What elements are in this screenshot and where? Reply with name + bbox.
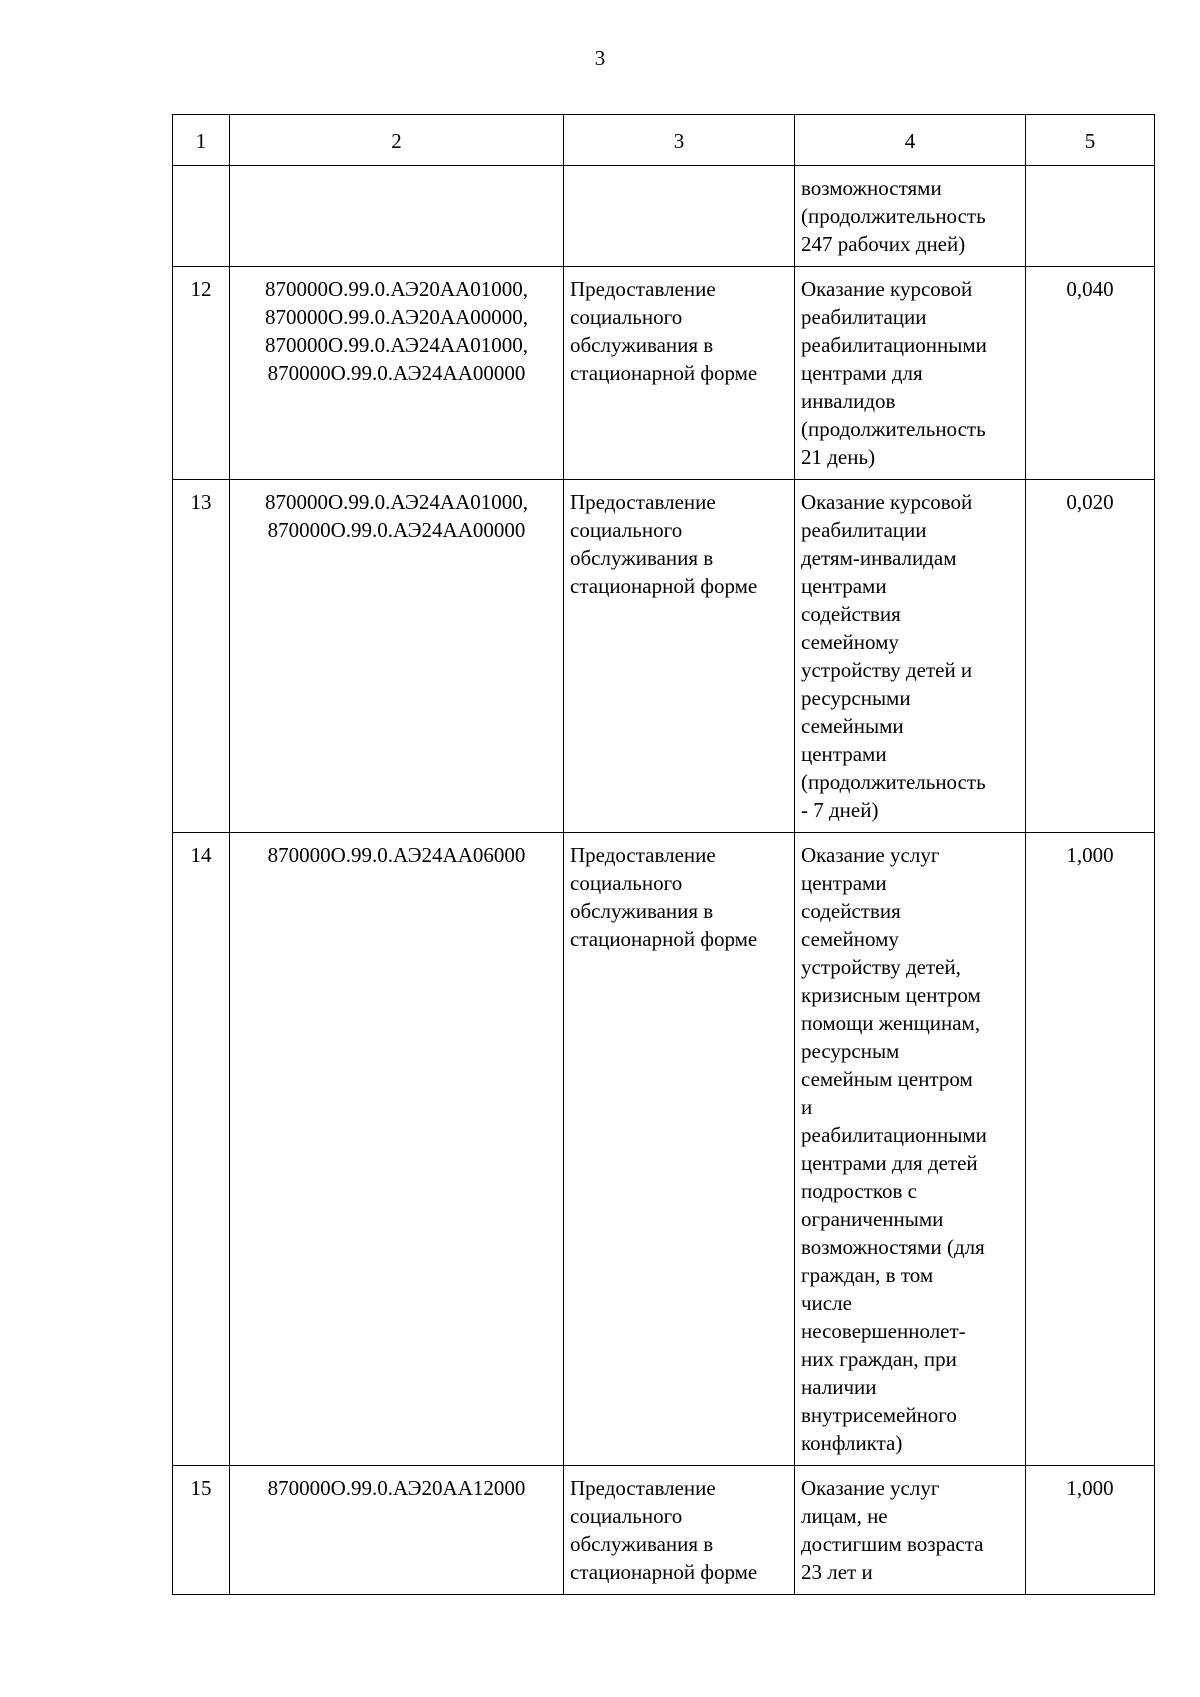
service-line: Предоставление [570,490,716,514]
row-number: 12 [173,267,230,480]
row-codes [230,833,564,1466]
description-line: лицам, не [801,1504,888,1528]
code-line: 870000О.99.0.АЭ24АА01000, [264,333,528,357]
row-number: 15 [173,1466,230,1595]
description-line: реабилитации [801,518,927,542]
description-line: центрами для детей [801,1151,978,1175]
description-line: подростков с [801,1179,917,1203]
service-line: Предоставление [570,277,716,301]
row-description [795,480,1026,833]
continuation-codes [230,166,564,267]
row-description [795,267,1026,480]
row-service [564,480,795,833]
code-line: 870000О.99.0.АЭ24АА01000, [264,490,528,514]
description-line: конфликта) [801,1431,903,1455]
row-value: 1,000 [1026,1466,1155,1595]
row-number: 13 [173,480,230,833]
code-line: 870000О.99.0.АЭ24АА00000 [267,361,526,385]
description-line: 23 лет и [801,1560,873,1584]
description-line: реабилитации [801,305,927,329]
header-col-2: 2 [230,115,564,166]
description-line: них граждан, при [801,1347,957,1371]
service-line: стационарной форме [570,361,758,385]
description-line: внутрисемейного [801,1403,957,1427]
header-row [173,115,1155,166]
table-row [173,1466,1155,1595]
description-line: кризисным центром [801,983,981,1007]
row-value: 1,000 [1026,833,1155,1466]
service-line: стационарной форме [570,927,758,951]
header-col-5: 5 [1026,115,1155,166]
description-line: центрами для [801,361,923,385]
code-line: 870000О.99.0.АЭ24АА00000 [267,518,526,542]
code-line: 870000О.99.0.АЭ24АА06000 [267,843,526,867]
continuation-row [173,166,1155,267]
continuation-value [1026,166,1155,267]
row-service [564,833,795,1466]
service-line: стационарной форме [570,1560,758,1584]
header-col-3: 3 [564,115,795,166]
continuation-description [795,166,1026,267]
description-line: Оказание курсовой [801,490,973,514]
service-line: обслуживания в [570,899,714,923]
service-line: Предоставление [570,1476,716,1500]
description-line: ограниченными [801,1207,944,1231]
table-row [173,833,1155,1466]
description-line: инвалидов [801,389,896,413]
service-line: социального [570,871,683,895]
description-line: возможностями [801,176,942,200]
row-value: 0,020 [1026,480,1155,833]
service-line: социального [570,1504,683,1528]
description-line: реабилитационными [801,1123,987,1147]
services-table [172,114,1155,1595]
description-line: ресурсным [801,1039,900,1063]
description-line: Оказание услуг [801,1476,940,1500]
description-line: ресурсными [801,686,911,710]
continuation-service [564,166,795,267]
row-service [564,1466,795,1595]
service-line: социального [570,305,683,329]
table-row [173,267,1155,480]
description-line: 21 день) [801,445,876,469]
description-line: 247 рабочих дней) [801,232,966,256]
row-codes [230,267,564,480]
code-line: 870000О.99.0.АЭ20АА00000, [264,305,528,329]
description-line: детям-инвалидам [801,546,957,570]
description-line: и [801,1095,813,1119]
description-line: - 7 дней) [801,798,879,822]
description-line: достигшим возраста [801,1532,984,1556]
description-line: несовершеннолет- [801,1319,966,1343]
row-service [564,267,795,480]
description-line: (продолжительность [801,770,986,794]
description-line: семейным центром [801,1067,973,1091]
row-value: 0,040 [1026,267,1155,480]
description-line: семейному [801,927,899,951]
description-line: наличии [801,1375,877,1399]
code-line: 870000О.99.0.АЭ20АА12000 [267,1476,526,1500]
description-line: возможностями (для [801,1235,985,1259]
header-col-4: 4 [795,115,1026,166]
description-line: (продолжительность [801,417,986,441]
row-number: 14 [173,833,230,1466]
continuation-num [173,166,230,267]
description-line: (продолжительность [801,204,986,228]
row-description [795,833,1026,1466]
table-row [173,480,1155,833]
description-line: центрами [801,742,887,766]
description-line: семейному [801,630,899,654]
description-line: содействия [801,602,901,626]
page-number: 3 [594,46,606,70]
description-line: числе [801,1291,852,1315]
row-description [795,1466,1026,1595]
code-line: 870000О.99.0.АЭ20АА01000, [264,277,528,301]
service-line: социального [570,518,683,542]
description-line: Оказание услуг [801,843,940,867]
description-line: помощи женщинам, [801,1011,981,1035]
description-line: Оказание курсовой [801,277,973,301]
service-line: обслуживания в [570,1532,714,1556]
description-line: устройству детей, [801,955,961,979]
description-line: реабилитационными [801,333,987,357]
service-line: стационарной форме [570,574,758,598]
row-codes [230,1466,564,1595]
description-line: центрами [801,871,887,895]
description-line: устройству детей и [801,658,973,682]
service-line: обслуживания в [570,333,714,357]
description-line: содействия [801,899,901,923]
header-col-1: 1 [173,115,230,166]
description-line: семейными [801,714,904,738]
description-line: центрами [801,574,887,598]
service-line: обслуживания в [570,546,714,570]
description-line: граждан, в том [801,1263,934,1287]
row-codes [230,480,564,833]
service-line: Предоставление [570,843,716,867]
